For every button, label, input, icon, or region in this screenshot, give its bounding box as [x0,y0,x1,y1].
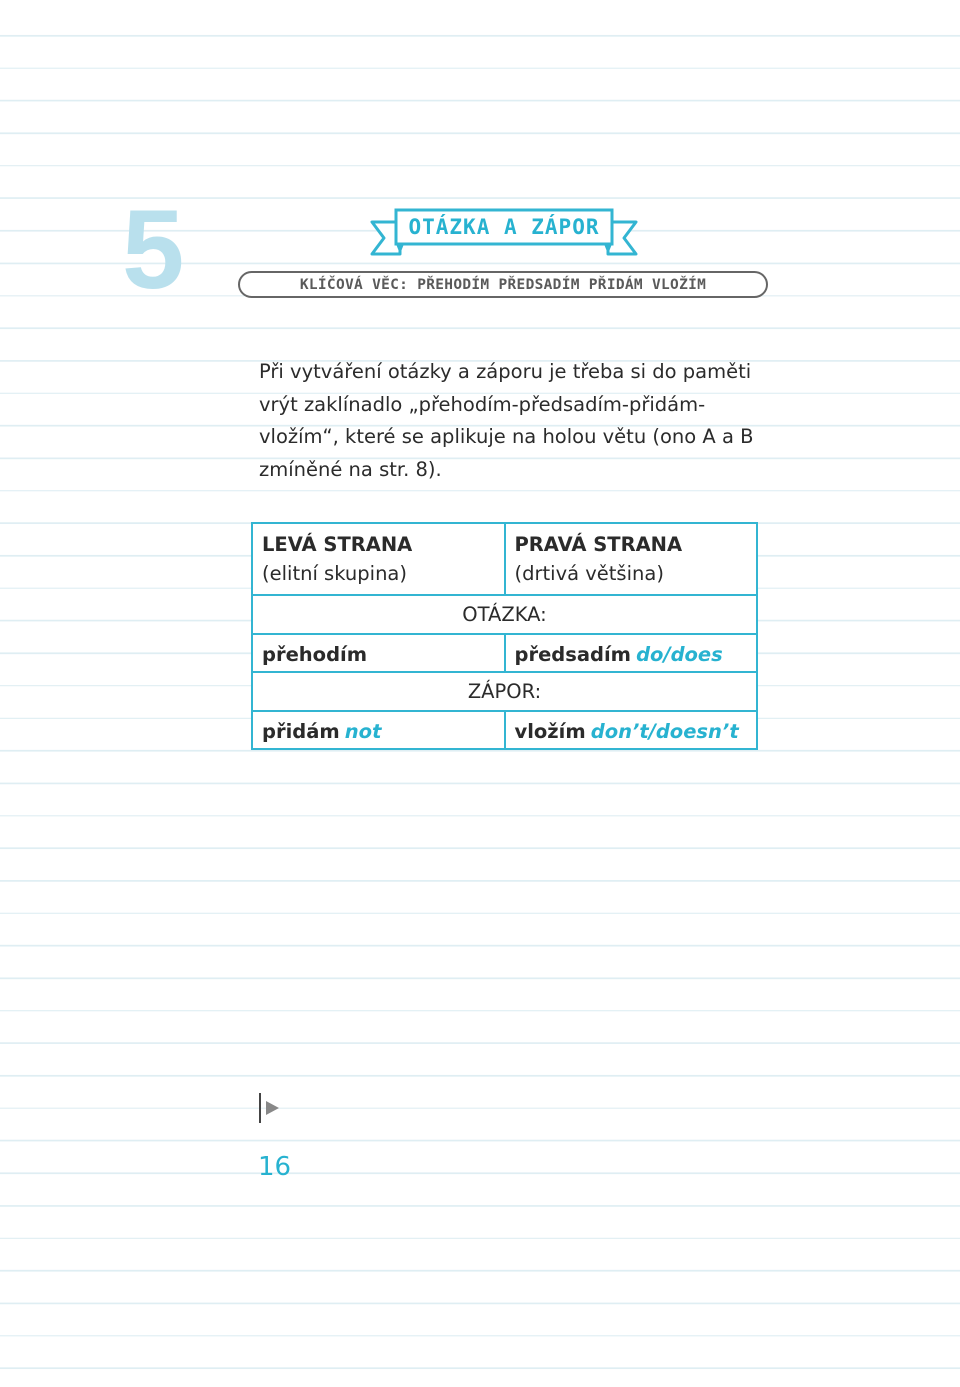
question-banner-row [253,594,756,633]
rules-table [251,522,758,750]
negation-right-accent: don’t/doesn’t [590,720,739,743]
negation-banner-row [253,671,756,710]
chapter-number: 5 [122,187,185,312]
question-right-text: předsadím [514,643,631,666]
question-label: OTÁZKA: [462,602,547,626]
intro-paragraph: Při vytváření otázky a záporu je třeba si do paměti vrýt zaklínadlo „přehodím-předsadím-přidám-vložím“, které se aplikuje na holou větu (ono A a B zmíněné na str. 8). [259,360,754,481]
play-triangle-icon [258,1092,284,1124]
question-left-text: přehodím [262,643,368,666]
negation-left-text: přidám [262,720,340,743]
negation-right-text: vložím [514,720,586,743]
negation-left-cell [253,712,506,748]
right-side-subtitle: (drtivá většina) [514,562,664,585]
table-header-row [253,524,756,594]
section-title: OTÁZKA A ZÁPOR [408,215,600,239]
question-left-cell [253,635,506,671]
negation-label: ZÁPOR: [467,679,542,703]
question-right-cell [506,635,757,671]
question-rule-row [253,633,756,671]
left-side-header-cell [253,524,506,594]
left-side-title: LEVÁ STRANA [262,533,413,556]
page-number: 16 [258,1152,292,1182]
left-side-subtitle: (elitní skupina) [262,562,407,585]
right-side-header-cell [506,524,757,594]
negation-rule-row [253,710,756,748]
negation-right-cell [506,712,757,748]
right-side-title: PRAVÁ STRANA [514,533,683,556]
negation-left-accent: not [344,720,382,743]
key-point-banner: KLÍČOVÁ VĚC: PŘEHODÍM PŘEDSADÍM PŘIDÁM VLOŽÍM [238,271,768,298]
question-right-accent: do/does [636,643,723,666]
section-title-ribbon [370,208,638,258]
